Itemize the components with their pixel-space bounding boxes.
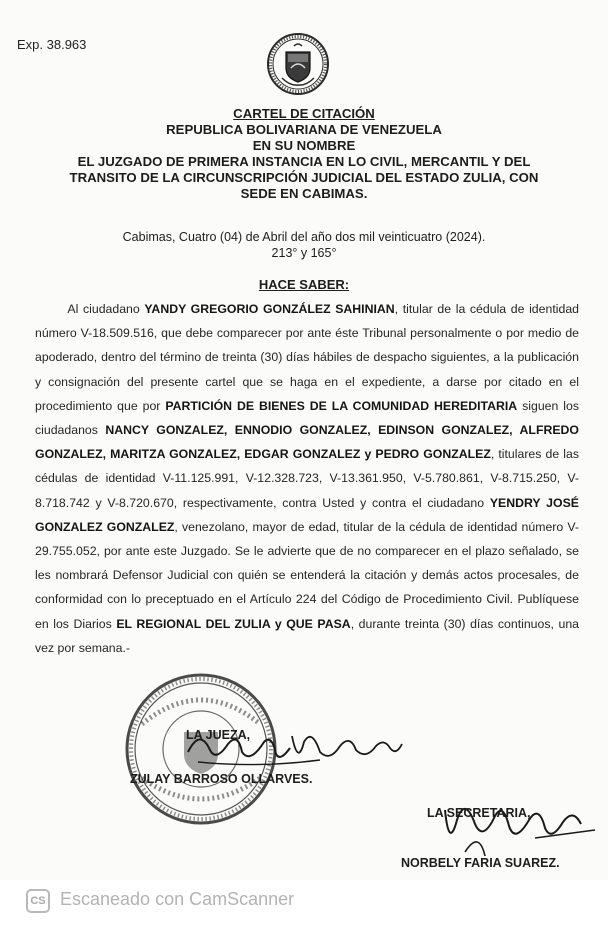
years-line: 213° y 165° bbox=[271, 246, 337, 260]
body-paragraph bbox=[35, 297, 579, 660]
coat-of-arms-seal-icon bbox=[266, 32, 330, 96]
header-en-su-nombre: EN SU NOMBRE bbox=[252, 138, 356, 153]
body-text-6: , durante treinta (30) días continuos, una vez por semana.- bbox=[35, 616, 579, 655]
secretary-title: LA SECRETARIA, bbox=[427, 806, 531, 820]
document-title: CARTEL DE CITACIÓN bbox=[233, 106, 375, 121]
body-text-1: Al ciudadano bbox=[67, 302, 145, 316]
body-text-4: , titulares de las cédulas de identidad V-11.125.991, V-12.328.723, V-13.361.950, V-5.780.861, V-8.715.250, V-8.718.742 y V-8.720.670, respectivamente, contra Usted y contra el ciudadano bbox=[35, 447, 579, 510]
body-text-3: siguen los ciudadanos bbox=[35, 398, 580, 438]
header-court-line-2: TRANSITO DE LA CIRCUNSCRIPCIÓN JUDICIAL DEL ESTADO ZULIA, CON bbox=[69, 170, 539, 185]
secretary-signature-icon bbox=[405, 790, 605, 860]
expediente-number: Exp. 38.963 bbox=[17, 37, 87, 52]
header-court-line-1: EL JUZGADO DE PRIMERA INSTANCIA EN LO CIVIL, MERCANTIL Y DEL bbox=[77, 154, 531, 169]
date-block bbox=[20, 229, 588, 261]
body-text-5: , venezolano, mayor de edad, titular de la cédula de identidad número V-29.755.052, por ante este Juzgado. Se le advierte que de no comparecer en el plazo señalado, se les nombrará Defensor Judicial con quién se entenderá la citación y demás actos procesales, de conformidad con lo preceptuado en el Artículo 224 del Código de Procedimiento Civil. Publíquese en los Diarios bbox=[35, 519, 579, 631]
secretary-name: NORBELY FARIA SUAREZ. bbox=[401, 856, 560, 870]
camscanner-watermark: Escaneado con CamScanner bbox=[60, 889, 295, 909]
hace-saber-heading: HACE SABER: bbox=[258, 277, 350, 292]
judge-name: ZULAY BARROSO OLLARVES. bbox=[130, 772, 313, 786]
date-line: Cabimas, Cuatro (04) de Abril del año dos mil veinticuatro (2024). bbox=[122, 230, 486, 244]
plaintiff-names: NANCY GONZALEZ, ENNODIO GONZALEZ, EDINSON GONZALEZ, ALFREDO GONZALEZ, MARITZA GONZALEZ, EDGAR GONZALEZ y PEDRO GONZALEZ bbox=[35, 423, 579, 462]
judge-title: LA JUEZA, bbox=[186, 728, 251, 742]
defendant-name: YANDY GREGORIO GONZÁLEZ SAHINIAN bbox=[144, 302, 395, 316]
body-text-2: , titular de la cédula de identidad número V-18.509.516, que debe comparecer por ante éste Tribunal personalmente o por medio de apoderado, dentro del término de treinta (30) días hábiles de despacho siguientes, a la publicación y consignación del presente cartel que se haga en el expediente, a darse por citado en el procedimiento que por bbox=[35, 302, 579, 413]
newspaper-names: EL REGIONAL DEL ZULIA y QUE PASA bbox=[116, 616, 351, 631]
header-court-line-3: SEDE EN CABIMAS. bbox=[240, 186, 368, 201]
codefendant-name: YENDRY JOSÉ GONZALEZ GONZALEZ bbox=[35, 495, 579, 534]
camscanner-logo-icon: CS bbox=[26, 889, 50, 913]
procedure-name: PARTICIÓN DE BIENES DE LA COMUNIDAD HEREDITARIA bbox=[165, 398, 518, 413]
document-header bbox=[20, 106, 588, 202]
header-republic: REPUBLICA BOLIVARIANA DE VENEZUELA bbox=[166, 122, 442, 137]
